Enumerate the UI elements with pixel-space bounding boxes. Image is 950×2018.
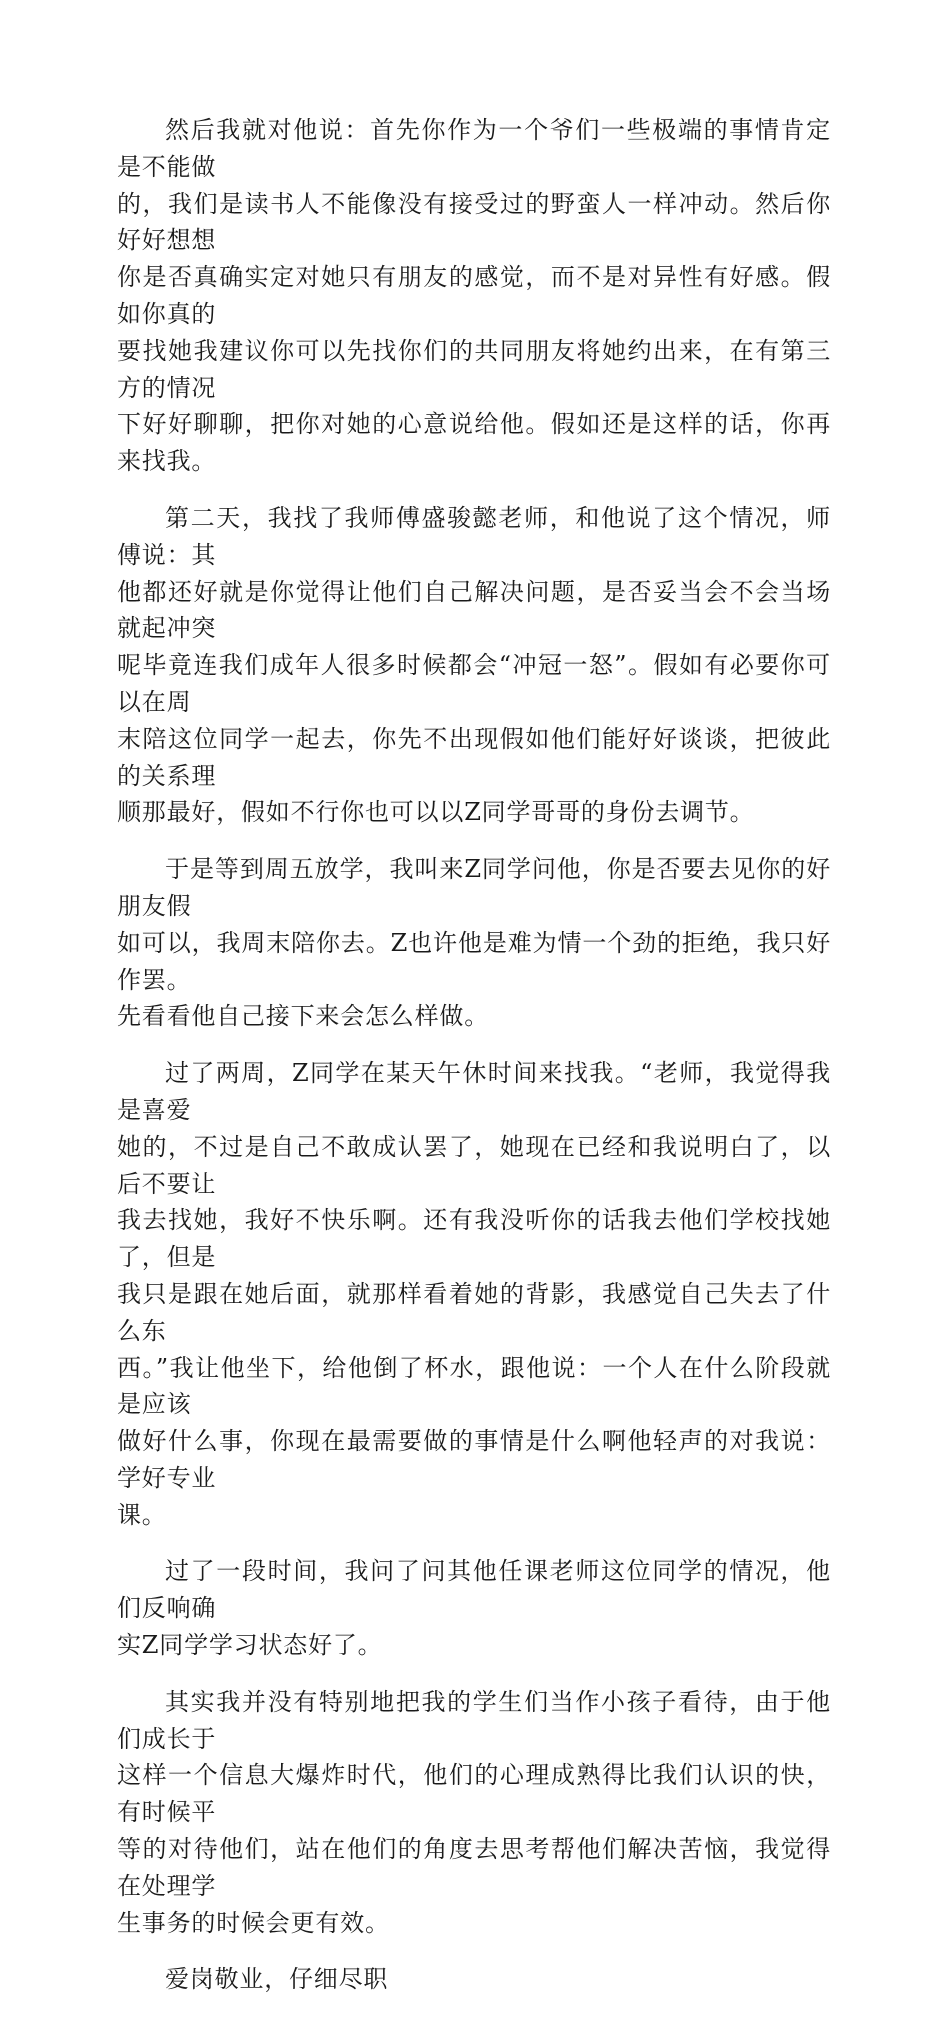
paragraph: 过了一段时间，我问了问其他任课老师这位同学的情况，他们反响确 实Z同学学习状态好了。 bbox=[117, 1557, 831, 1660]
paragraph: 过了两周，Z同学在某天午休时间来找我。“老师，我觉得我是喜爱 她的，不过是自己不敢成认罢了，她现在已经和我说明白了，以后不要让 我去找她，我好不快乐啊。还有我没听你的话我去他们学校找她了，但是 我只是跟在她后面，就那样看着她的背影，我感觉自己失去了什么东 西。”我让他坐下，给他倒了杯水，跟他说：一个人在什么阶段就是应该 做好什么事，你现在最需要做的事情是什么啊他轻声的对我说：学好专业 课。 bbox=[117, 1059, 831, 1529]
section-heading: 爱岗敬业，仔细尽职 bbox=[165, 1965, 389, 1994]
paragraph: 第二天，我找了我师傅盛骏懿老师，和他说了这个情况，师傅说：其 他都还好就是你觉得让他们自己解决问题，是否妥当会不会当场就起冲突 呢毕竟连我们成年人很多时候都会“冲冠一怒”。假如有必要你可以在周 末陪这位同学一起去，你先不出现假如他们能好好谈谈，把彼此的关系理 顺那最好，假如不行你也可以以Z同学哥哥的身份去调节。 bbox=[117, 503, 831, 827]
document-page bbox=[117, 112, 831, 2018]
paragraph: 然后我就对他说：首先你作为一个爷们一些极端的事情肯定是不能做 的，我们是读书人不能像没有接受过的野蛮人一样冲动。然后你好好想想 你是否真确实定对她只有朋友的感觉，而不是对异性有好感。假如你真的 要找她我建议你可以先找你们的共同朋友将她约出来，在有第三方的情况 下好好聊聊，把你对她的心意说给他。假如还是这样的话，你再来找我。 bbox=[117, 116, 831, 476]
paragraph: 其实我并没有特别地把我的学生们当作小孩子看待，由于他们成长于 这样一个信息大爆炸时代，他们的心理成熟得比我们认识的快，有时候平 等的对待他们，站在他们的角度去思考帮他们解决苦恼，我觉得在处理学 生事务的时候会更有效。 bbox=[117, 1687, 831, 1937]
paragraph: 于是等到周五放学，我叫来Z同学问他，你是否要去见你的好朋友假 如可以，我周末陪你去。Z也许他是难为情一个劲的拒绝，我只好作罢。 先看看他自己接下来会怎么样做。 bbox=[117, 855, 831, 1031]
